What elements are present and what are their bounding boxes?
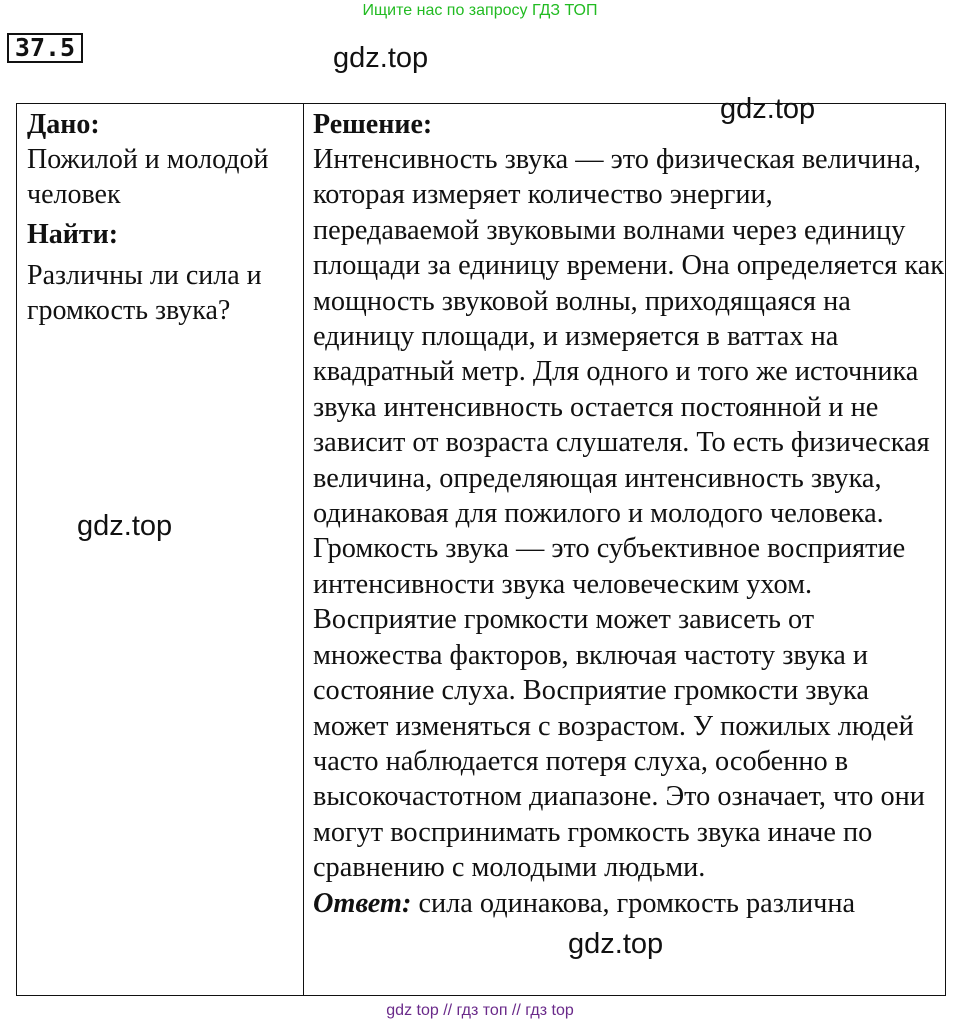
find-text: Различны ли сила и громкость звука? [27, 260, 262, 326]
solution-heading: Решение: [313, 109, 433, 140]
footer: gdz top // гдз топ // гдз top [386, 1002, 574, 1019]
solution-table [16, 103, 946, 996]
find-heading: Найти: [27, 219, 119, 250]
solution-text: Интенсивность звука — это физическая величина, которая измеряет количество энергии, передаваемой звуковыми волнами через единицу площади за единицу времени. Она определяется как мощность звуковой волны, приходящаяся на единицу площади, и измеряется в ваттах на квадратный метр. Для одного и того же источника звука интенсивность остается постоянной и не зависит от возраста слушателя. То есть физическая величина, определяющая интенсивность звука, одинаковая для пожилого и молодого человека. Громкость звука — это субъективное восприятие интенсивности звука человеческим ухом. Восприятие громкости может зависеть от множества факторов, включая частоту звука и состояние слуха. Восприятие громкости звука может изменяться с возрастом. У пожилых людей часто наблюдается потеря слуха, особенно в высокочастотном диапазоне. Это означает, что они могут воспринимать громкость звука иначе по сравнению с молодыми людьми. [313, 144, 945, 884]
given-text: Пожилой и молодой человек [27, 144, 269, 210]
watermark: gdz.top [720, 93, 816, 125]
watermark: gdz.top [77, 510, 173, 542]
top-banner: Ищите нас по запросу ГДЗ ТОП [362, 2, 598, 19]
answer-line [313, 886, 945, 921]
answer-label: Ответ: [313, 887, 412, 919]
watermark: gdz.top [568, 928, 664, 960]
problem-number: 37.5 [7, 33, 83, 63]
solution-column [304, 104, 946, 996]
answer-text: сила одинакова, громкость различна [418, 887, 856, 919]
given-heading: Дано: [27, 109, 100, 140]
watermark: gdz.top [333, 42, 429, 74]
given-column [17, 104, 304, 996]
